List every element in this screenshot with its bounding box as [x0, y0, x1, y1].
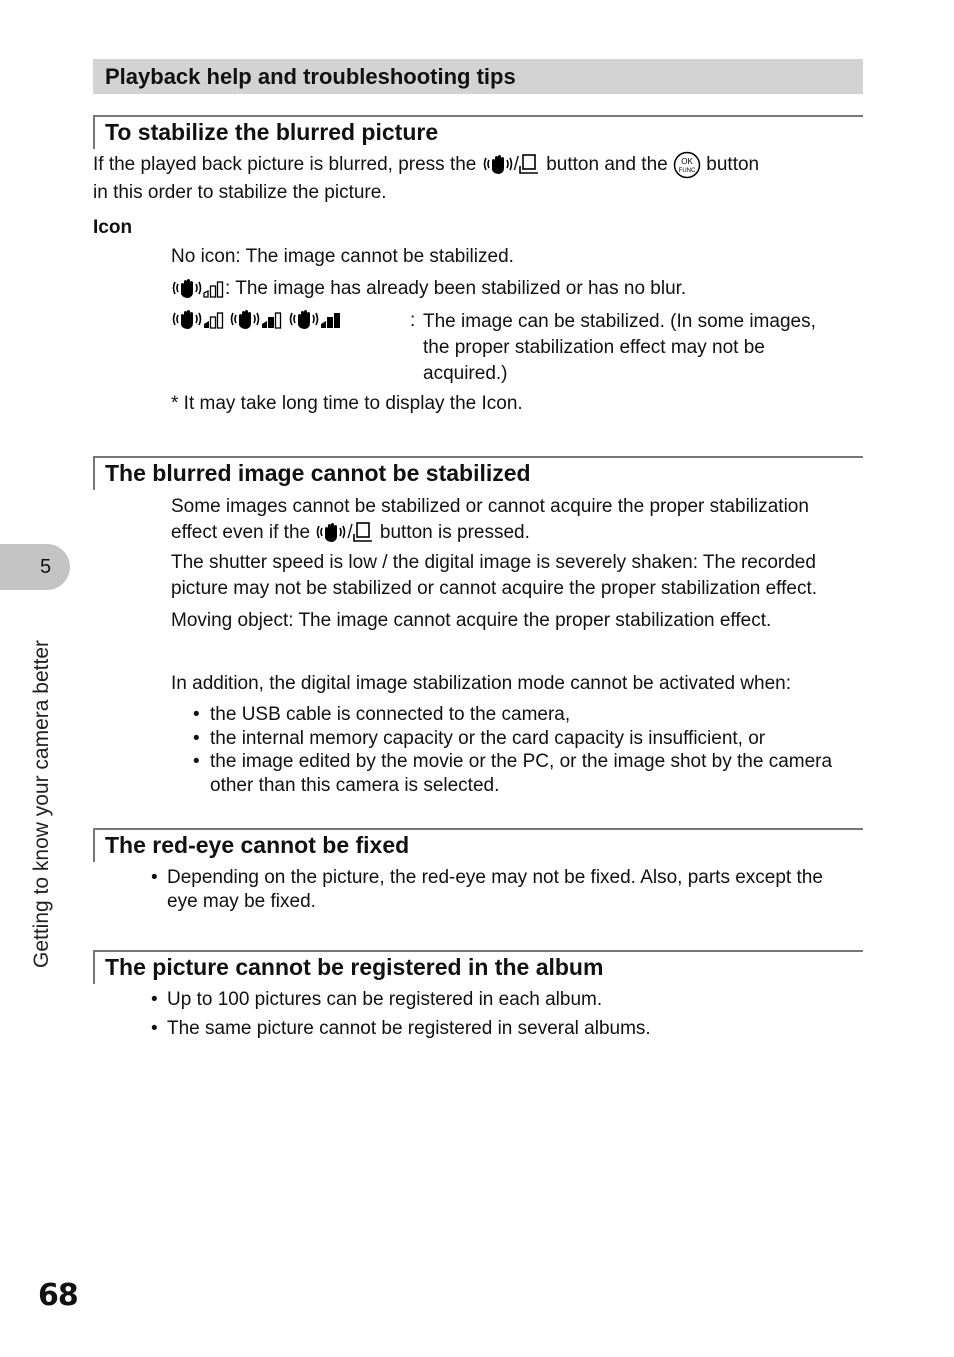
- section-title: To stabilize the blurred picture: [105, 119, 439, 145]
- section-heading-cannot-stabilize: [93, 456, 863, 490]
- bullet-mark: •: [151, 989, 158, 1010]
- icon2-description: The image can be stabilized. (In some images, the proper stabilization effect may not be acquired.): [423, 311, 816, 384]
- stabilize-hand-icon: [315, 522, 347, 544]
- list-item: the image edited by the movie or the PC, or the image shot by the camera other than this camera is selected.: [210, 751, 833, 796]
- svg-text:FUNC: FUNC: [678, 168, 696, 174]
- display-note: * It may take long time to display the Icon.: [171, 393, 523, 414]
- chapter-number: 5: [40, 556, 52, 578]
- section-title: The red-eye cannot be fixed: [105, 832, 410, 858]
- stabilization-level-2-icon: [261, 310, 283, 330]
- stabilization-level-0-icon: [203, 279, 225, 299]
- page-number: 68: [38, 1278, 78, 1313]
- icon-row-can-stabilize: [171, 309, 342, 331]
- icon2-colon: :: [410, 310, 416, 331]
- stabilize-instructions-line2: in this order to stabilize the picture.: [93, 182, 387, 203]
- cannot-stabilize-para2: The shutter speed is low / the digital image is severely shaken: The recorded picture may not be stabilized or cannot acquire the proper stabilization effect.: [171, 552, 818, 599]
- print-icon: [353, 522, 375, 544]
- stabilize-instructions: If the played back picture is blurred, press the / button and the OK FUNC button: [93, 151, 873, 179]
- ok-func-button-icon: [673, 151, 701, 179]
- cannot-stabilize-para3: Moving object: The image cannot acquire the proper stabilization effect.: [171, 610, 772, 631]
- bullet-mark: •: [151, 1018, 158, 1039]
- stabilize-hand-icon: [229, 309, 261, 331]
- bullet-mark: •: [193, 751, 200, 772]
- stabilization-level-3-icon: [320, 310, 342, 330]
- bullet-mark: •: [193, 704, 200, 725]
- section-heading-album: [93, 950, 863, 984]
- no-icon-text: No icon: The image cannot be stabilized.: [171, 246, 514, 267]
- list-item: the internal memory capacity or the card capacity is insufficient, or: [210, 728, 766, 749]
- svg-text:OK: OK: [681, 157, 693, 166]
- section-heading-red-eye: [93, 828, 863, 862]
- bullet-mark: •: [193, 728, 200, 749]
- chapter-side-label: Getting to know your camera better: [30, 640, 53, 968]
- list-item: Up to 100 pictures can be registered in each album.: [167, 989, 603, 1010]
- section-title: The blurred image cannot be stabilized: [105, 460, 531, 486]
- stabilize-hand-icon: [171, 278, 203, 300]
- list-item: the USB cable is connected to the camera,: [210, 704, 571, 725]
- stabilize-hand-icon: [482, 154, 514, 176]
- cannot-stabilize-para1: Some images cannot be stabilized or cannot acquire the proper stabilization effect even if the / button is pressed.: [171, 496, 809, 543]
- stabilize-hand-icon: [288, 309, 320, 331]
- bullet-mark: •: [151, 867, 158, 888]
- icon-row-stabilized: : The image has already been stabilized or has no blur.: [171, 277, 686, 301]
- section-heading-stabilize: [93, 115, 863, 149]
- chapter-tab: [0, 544, 70, 590]
- print-icon: [519, 154, 541, 176]
- section-banner: [93, 59, 863, 94]
- banner-title: Playback help and troubleshooting tips: [105, 64, 516, 89]
- section-title: The picture cannot be registered in the album: [105, 954, 604, 980]
- cannot-stabilize-para4: In addition, the digital image stabilization mode cannot be activated when:: [171, 673, 792, 694]
- list-item: Depending on the picture, the red-eye may not be fixed. Also, parts except the eye may be fixed.: [167, 867, 823, 912]
- stabilization-level-1-icon: [203, 310, 225, 330]
- icon-heading: Icon: [93, 217, 133, 238]
- list-item: The same picture cannot be registered in several albums.: [167, 1018, 651, 1039]
- stabilize-hand-icon: [171, 309, 203, 331]
